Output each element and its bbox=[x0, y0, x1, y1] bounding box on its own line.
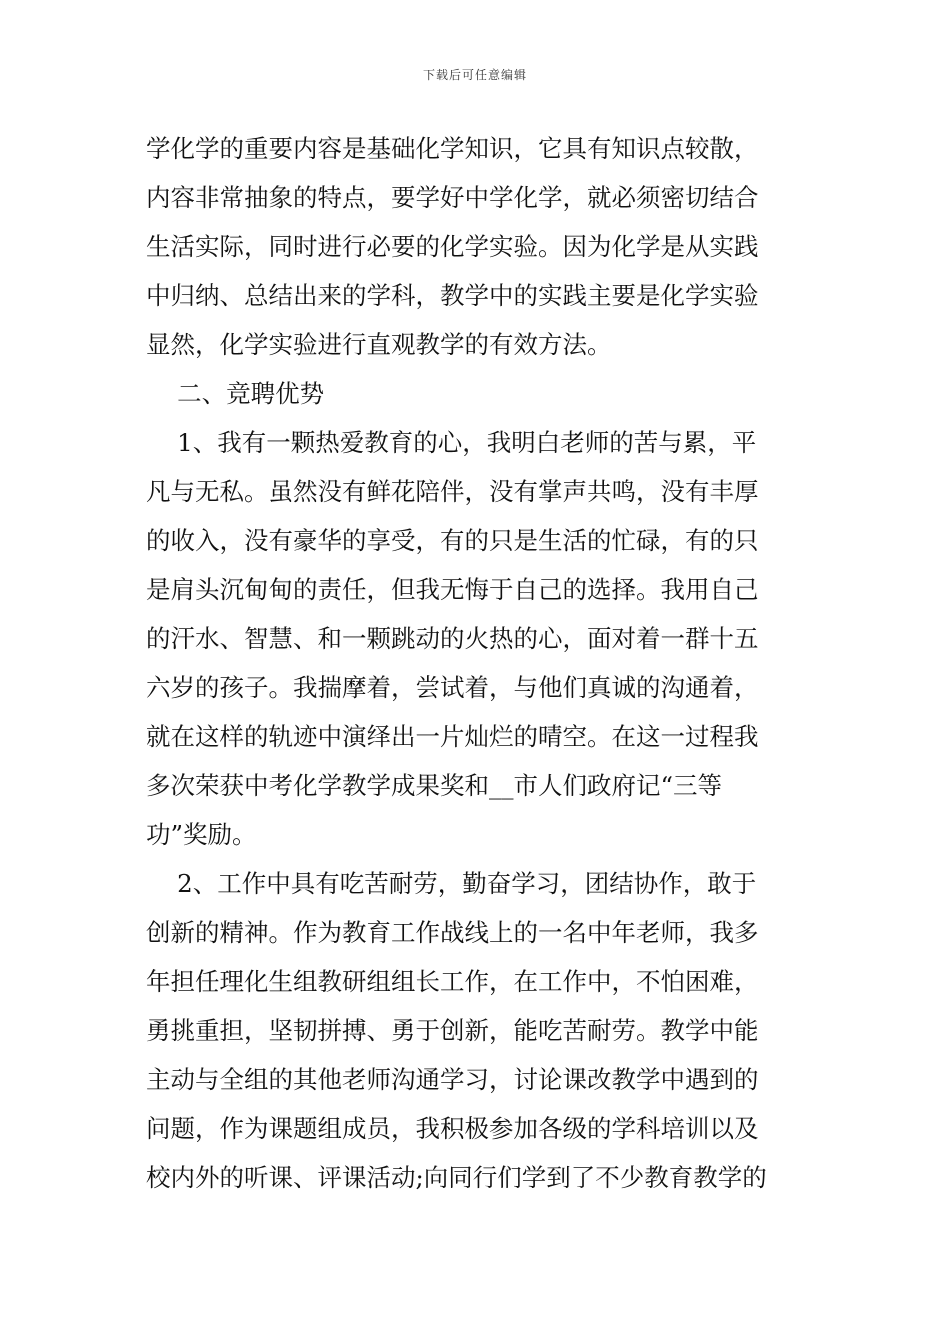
text-line: 年担任理化生组教研组组长工作，在工作中，不怕困难， bbox=[146, 967, 759, 996]
text-line: 1、我有一颗热爱教育的心，我明白老师的苦与累，平 bbox=[146, 428, 757, 457]
text-line: 显然，化学实验进行直观教学的有效方法。 bbox=[146, 330, 612, 359]
text-line: 问题，作为课题组成员，我积极参加各级的学科培训以及 bbox=[146, 1114, 759, 1143]
text-line: 勇挑重担，坚韧拼搏、勇于创新，能吃苦耐劳。教学中能 bbox=[146, 1016, 759, 1045]
text-line: 六岁的孩子。我揣摩着，尝试着，与他们真诚的沟通着， bbox=[146, 673, 759, 702]
text-line: 的汗水、智慧、和一颗跳动的火热的心，面对着一群十五 bbox=[146, 624, 759, 653]
text-line: 主动与全组的其他老师沟通学习，讨论课改教学中遇到的 bbox=[146, 1065, 759, 1094]
text-line: 2、工作中具有吃苦耐劳，勤奋学习，团结协作，敢于 bbox=[146, 869, 757, 898]
text-line: 凡与无私。虽然没有鲜花陪伴，没有掌声共鸣，没有丰厚 bbox=[146, 477, 759, 506]
text-line: 校内外的听课、评课活动;向同行们学到了不少教育教学的 bbox=[146, 1163, 767, 1192]
text-line: 是肩头沉甸甸的责任，但我无悔于自己的选择。我用自己 bbox=[146, 575, 759, 604]
text-line: 的收入，没有豪华的享受，有的只是生活的忙碌，有的只 bbox=[146, 526, 759, 555]
text-line: 创新的精神。作为教育工作战线上的一名中年老师，我多 bbox=[146, 918, 759, 947]
text-line: 内容非常抽象的特点，要学好中学化学，就必须密切结合 bbox=[146, 183, 759, 212]
text-line: 功”奖励。 bbox=[146, 820, 257, 849]
text-line: 中归纳、总结出来的学科，教学中的实践主要是化学实验 bbox=[146, 281, 759, 310]
text-line: 学化学的重要内容是基础化学知识，它具有知识点较散， bbox=[146, 134, 759, 163]
text-line: 就在这样的轨迹中演绎出一片灿烂的晴空。在这一过程我 bbox=[146, 722, 759, 751]
text-line: 生活实际，同时进行必要的化学实验。因为化学是从实践 bbox=[146, 232, 759, 261]
header-note: 下载后可任意编辑 bbox=[422, 68, 527, 82]
text-line: 多次荣获中考化学教学成果奖和__市人们政府记“三等 bbox=[146, 771, 723, 800]
section-heading: 二、竞聘优势 bbox=[146, 379, 325, 408]
document-body bbox=[146, 124, 806, 1202]
